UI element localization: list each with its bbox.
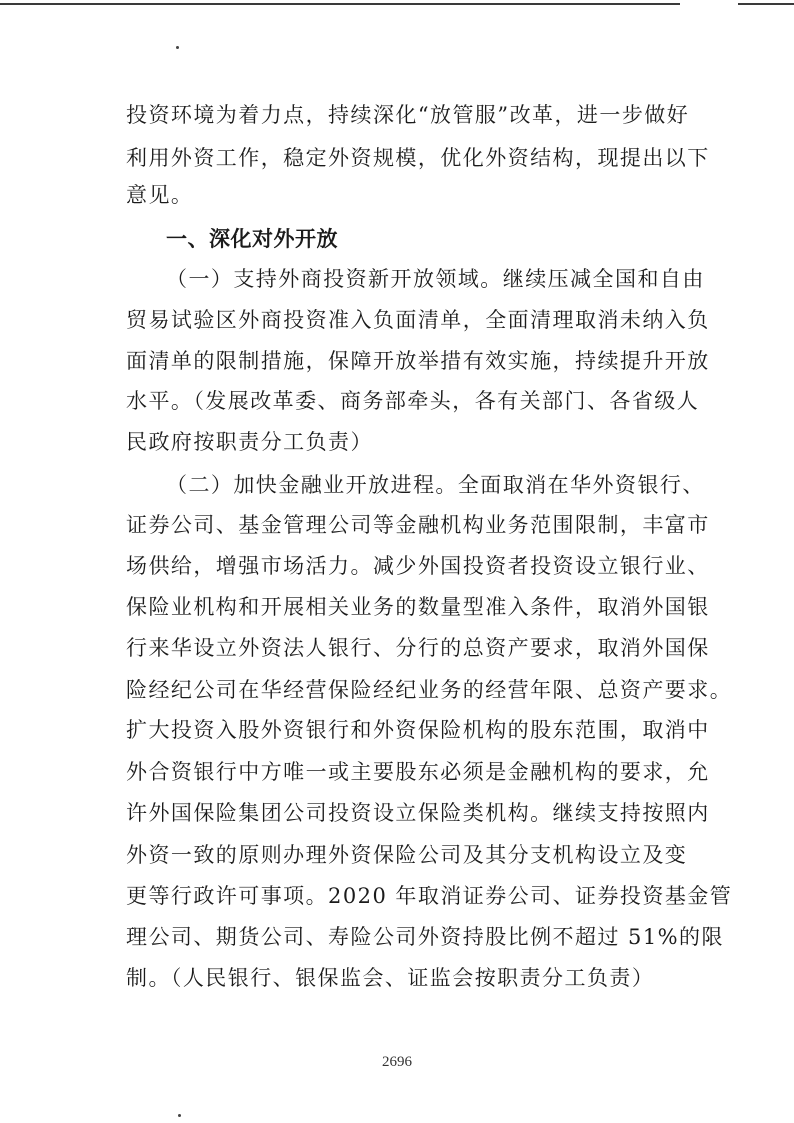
- text-line: 投资环境为着力点，持续深化“放管服”改革，进一步做好: [126, 103, 690, 127]
- scan-speck: [176, 46, 179, 49]
- text-line: 行来华设立外资法人银行、分行的总资产要求，取消外国保: [126, 636, 710, 660]
- text-line: 贸易试验区外商投资准入负面清单，全面清理取消未纳入负: [126, 308, 710, 332]
- text-line: 面清单的限制措施，保障开放举措有效实施，持续提升开放: [126, 349, 710, 373]
- paragraph-start: （一）支持外商投资新开放领域。继续压减全国和自由: [166, 267, 705, 291]
- text-line: 利用外资工作，稳定外资规模，优化外资结构，现提出以下: [126, 146, 710, 170]
- text-line: 险经纪公司在华经营保险经纪业务的经营年限、总资产要求。: [126, 678, 733, 702]
- scan-speck: [178, 1114, 181, 1117]
- text-line: 更等行政许可事项。2020 年取消证券公司、证券投资基金管: [126, 884, 733, 908]
- text-line: 许外国保险集团公司投资设立保险类机构。继续支持按照内: [126, 801, 710, 825]
- scan-edge-line-right: [738, 3, 794, 5]
- text-line: 理公司、期货公司、寿险公司外资持股比例不超过 51%的限: [126, 925, 724, 949]
- text-line: 扩大投资入股外资银行和外资保险机构的股东范围，取消中: [126, 718, 710, 742]
- page-number: 2696: [382, 1054, 412, 1070]
- scan-edge-line: [0, 3, 680, 5]
- section-heading: 一、深化对外开放: [166, 227, 338, 251]
- paragraph-start: （二）加快金融业开放进程。全面取消在华外资银行、: [166, 473, 705, 497]
- text-line: 外合资银行中方唯一或主要股东必须是金融机构的要求，允: [126, 760, 710, 784]
- text-line: 水平。（发展改革委、商务部牵头，各有关部门、各省级人: [126, 389, 700, 413]
- text-line: 制。（人民银行、银保监会、证监会按职责分工负责）: [126, 966, 655, 990]
- text-line: 意见。: [126, 183, 194, 207]
- text-line: 民政府按职责分工负责）: [126, 430, 373, 454]
- text-line: 外资一致的原则办理外资保险公司及其分支机构设立及变: [126, 843, 688, 867]
- text-line: 保险业机构和开展相关业务的数量型准入条件，取消外国银: [126, 595, 710, 619]
- text-line: 证券公司、基金管理公司等金融机构业务范围限制，丰富市: [126, 513, 710, 537]
- text-line: 场供给，增强市场活力。减少外国投资者投资设立银行业、: [126, 554, 710, 578]
